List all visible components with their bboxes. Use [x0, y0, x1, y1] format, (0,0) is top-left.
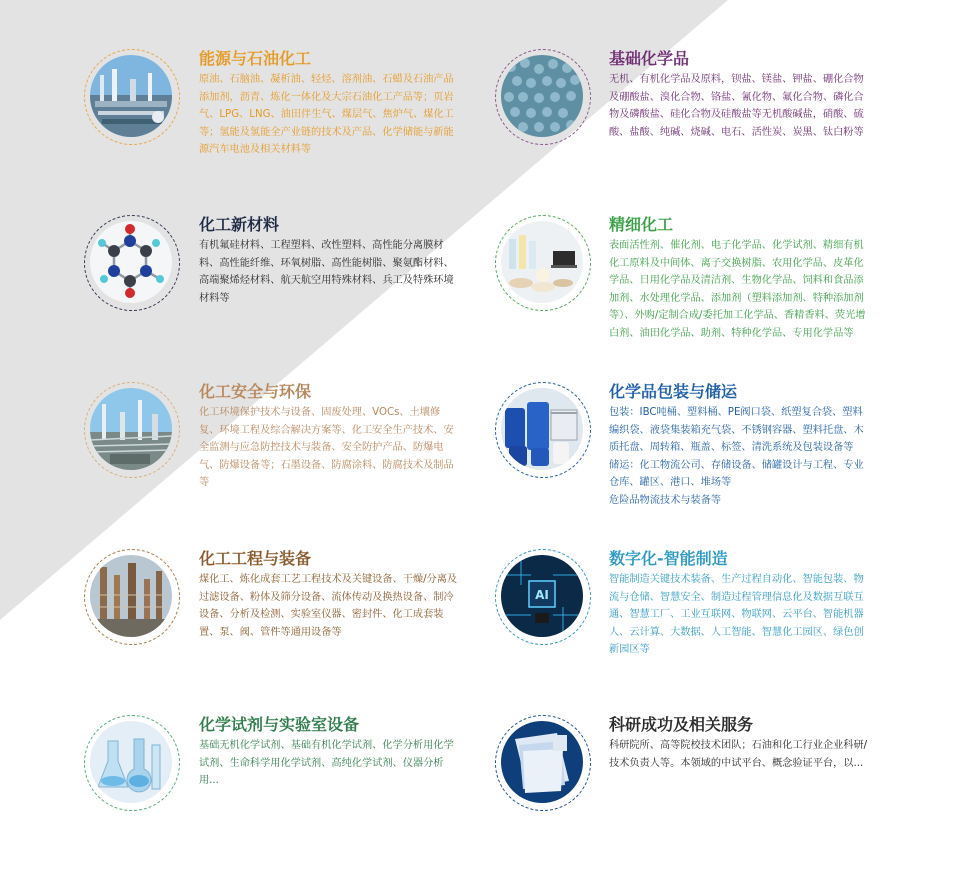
category-description: 智能制造关键技术装备、生产过程自动化、智能包装、物流与仓储、智慧安全、制造过程管理信息化及数据互联互通、智慧工厂、工业互联网、物联网、云平台、智能机器人、云计算、大数据、人工智能、智慧化工园区、绿色创新园区等 [609, 574, 864, 655]
ai-chip-photo-icon [501, 555, 583, 637]
category-title: 化工工程与装备 [199, 549, 312, 568]
molecule-model-icon [90, 221, 172, 303]
category-title: 数字化-智能制造 [609, 549, 728, 568]
category-description: 基础无机化学试剂、基础有机化学试剂、化学分析用化学试剂、生命科学用化学试剂、高纯化学试剂、仪器分析用... [199, 740, 454, 786]
category-description: 化工环境保护技术与设备、固废处理、VOCs、土壤修复、环境工程及综合解决方案等、化工安全生产技术、安全监测与应急防控技术与装备、安全防护产品、防爆电气、防爆设备等；石墨设备、防腐涂料、防腐技术及制品等 [199, 407, 454, 488]
category-title: 能源与石油化工 [199, 49, 312, 68]
plant-photo-icon [90, 388, 172, 470]
category-description: 原油、石脑油、凝析油、轻烃、溶剂油、石蜡及石油产品添加剂，沥青、炼化一体化及大宗石油化工产品等；页岩气、LPG、LNG、油田伴生气、煤层气、焦炉气、煤化工等；氢能及氢能全产业链的技术及产品、化学储能与新能源汽车电池及相关材料等 [199, 74, 454, 155]
category-title: 化学品包装与储运 [609, 382, 738, 401]
category-title: 科研成功及相关服务 [609, 715, 754, 734]
towers-photo-icon [90, 555, 172, 637]
svg-text:AI: AI [535, 588, 549, 602]
category-title: 精细化工 [609, 215, 674, 234]
category-description: 有机氟硅材料、工程塑料、改性塑料、高性能分离膜材料、高性能纤维、环氧树脂、高性能树脂、聚氨酯材料、高端聚烯烃材料、航天航空用特殊材料、兵工及特殊环境材料等 [199, 240, 454, 304]
category-title: 化工新材料 [199, 215, 280, 234]
category-title: 基础化学品 [609, 49, 690, 68]
category-description: 无机、有机化学品及原料，钡盐、镁盐、钾盐、硼化合物及硼酸盐、溴化合物、铬盐、氰化物、氟化合物、磷化合物及磷酸盐、硅化合物及硅酸盐等无机酸碱盐，硝酸、硫酸、盐酸、纯碱、烧碱、电石、活性炭、炭黑、钛白粉等 [609, 74, 864, 138]
lab-samples-photo-icon [501, 221, 583, 303]
glassware-photo-icon [90, 721, 172, 803]
category-description: 煤化工、炼化成套工艺工程技术及关键设备、干燥/分离及过滤设备、粉体及筛分设备、流体传动及换热设备、制冷设备、分析及检测、实验室仪器、密封件、化工成套装置、泵、阀、管件等通用设备等 [199, 574, 458, 638]
drums-photo-icon [501, 388, 583, 470]
category-title: 化学试剂与实验室设备 [199, 715, 360, 734]
category-title: 化工安全与环保 [199, 382, 312, 401]
documents-photo-icon [501, 721, 583, 803]
refinery-photo-icon [90, 55, 172, 137]
category-description: 科研院所、高等院校技术团队；石油和化工行业企业科研/技术负责人等。本领域的中试平台、概念验证平台，以... [609, 740, 868, 769]
granules-photo-icon [501, 55, 583, 137]
category-description: 表面活性剂、催化剂、电子化学品、化学试剂、精细有机化工原料及中间体、离子交换树脂、农用化学品、皮革化学品、日用化学品及清洁剂、生物化学品、饲料和食品添加剂、水处理化学品、添加剂（塑料添加剂、特种添加剂等）、外购/定制合成/委托加工化学品、香精香料、荧光增白剂、油田化学品、助剂、特种化学品、专用化学品等 [609, 240, 866, 339]
category-description: 包装：IBC吨桶、塑料桶、PE阀口袋、纸塑复合袋、塑料编织袋、液袋集装箱充气袋、不锈钢容器、塑料托盘、木质托盘、周转箱、瓶盖、标签、清洗系统及包装设备等 储运：化工物流公司、存储设备、储罐设计与工程、专业仓库、罐区、港口、堆场等 危险品物流技术与装备等 [609, 407, 864, 506]
